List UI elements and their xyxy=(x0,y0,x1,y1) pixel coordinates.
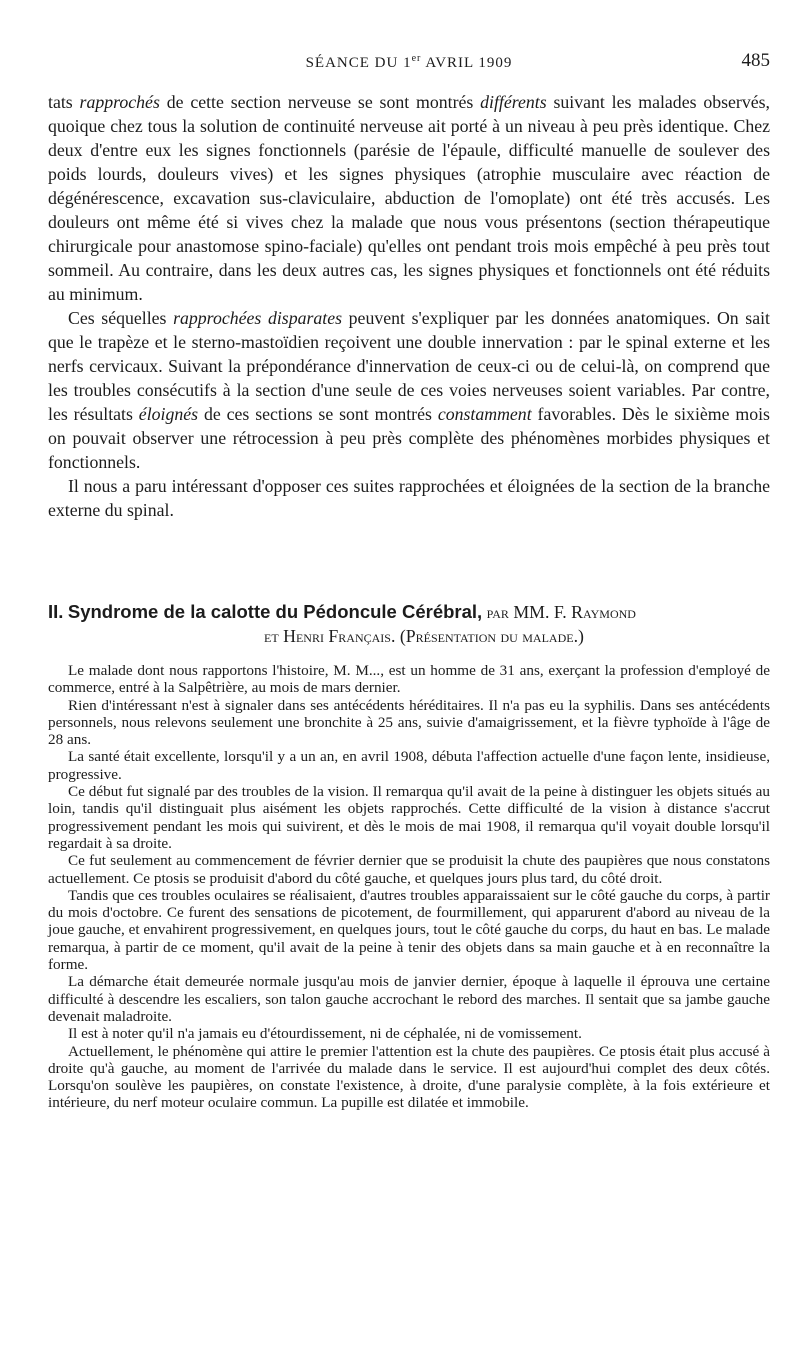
italic-run: éloignés xyxy=(138,404,199,424)
text-run: suivant les malades observés, quoique chez tous la solution de continuité nerveuse ait porté à un niveau à peu près identique. Chez deux d'entre eux les signes fonctionnels (parésie de l'épaule, difficulté manuelle de soulever des poids lourds, douleurs vives) et les signes physiques (atrophie musculaire avec réaction de dégénérescence, excavation sus-claviculaire, abduction de l'omoplate) ont été très accusés. Les douleurs ont même été si vives chez la malade que nous vous présentons (section thérapeutique chirurgicale pour anastomose spino-faciale) qu'elles ont pendant trois mois empêché à peu près tout sommeil. Au contraire, dans les deux autres cas, les signes physiques et fonctionnels ont été réduits au minimum. xyxy=(48,92,771,304)
section-heading xyxy=(48,600,770,648)
case-paragraph: Actuellement, le phénomène qui attire le premier l'attention est la chute des paupières. Ce ptosis était plus accusé à droite qu'à gauche, au moment de l'arrivée du malade dans le service. Il est aujourd'hui complet des deux côtés. Lorsqu'on soulève les paupières, on constate l'existence, à droite, d'une paralysie complète, à la fois extérieure et intérieure, du nerf moteur oculaire commun. La pupille est dilatée et immobile. xyxy=(48,1042,770,1112)
section-title: Syndrome de la calotte du Pédoncule Cérébral, xyxy=(67,601,483,622)
text-run: de ces sections se sont montrés xyxy=(198,404,438,424)
section-number: II. xyxy=(48,601,64,622)
case-paragraph: Ce fut seulement au commencement de février dernier que se produisit la chute des paupières que nous constatons actuellement. Ce ptosis se produisit d'abord du côté gauche, et quelques jours plus tard, du côté droit. xyxy=(48,852,770,887)
text-run: peuvent s'expliquer par les données anatomiques. On sait que le trapèze et le sterno-mastoïdien reçoivent une double innervation : par le spinal externe et les nerfs cervicaux. Suivant la prépondérance d'innervation de ceux-ci ou de celui-là, on comprend que les troubles consécutifs à la section d'une seule de ces voies nerveuses soient variables. Par contre, les résultats xyxy=(48,308,770,424)
italic-run: rapprochées disparates xyxy=(173,308,343,328)
paragraph-2 xyxy=(48,306,770,474)
italic-run: différents xyxy=(480,92,547,112)
page-number: 485 xyxy=(741,50,770,71)
section-authors-line2: et Henri Français. (Présentation du malade.) xyxy=(264,626,584,646)
case-paragraph: Ce début fut signalé par des troubles de la vision. Il remarqua qu'il avait de la peine à distinguer les objets situés au loin, tandis qu'il distinguait plus aisément les objets rapprochés. Cette difficulté de la vision à distance s'accrut progressivement pendant les mois qui suivirent, et dès le mois de mai 1908, il remarqua qu'il voyait double lorsqu'il regardait à sa droite. xyxy=(48,783,770,852)
case-paragraph: Le malade dont nous rapportons l'histoire, M. M..., est un homme de 31 ans, exerçant la profession d'employé de commerce, entré à la Salpêtrière, au mois de mars dernier. xyxy=(48,662,770,697)
italic-run: rapprochés xyxy=(79,92,160,112)
running-title-sup: er xyxy=(411,53,422,64)
body-text-case-report xyxy=(48,662,770,1112)
text-run: de cette section nerveuse se sont montrés xyxy=(159,92,481,112)
case-paragraph: Tandis que ces troubles oculaires se réalisaient, d'autres troubles apparaissaient sur le côté gauche du corps, à partir du mois d'octobre. Ce furent des sensations de picotement, de fourmillement, qui apparurent d'abord au niveau de la joue gauche, et envahirent progressivement, en quelques jours, tout le côté gauche du corps, du haut en bas. Le malade remarqua, à partir de ce moment, qu'il avait de la peine à tenir des objets dans sa main gauche et à en reconnaître la forme. xyxy=(48,886,770,974)
case-paragraph: La démarche était demeurée normale jusqu'au mois de janvier dernier, époque à laquelle il éprouva une certaine difficulté à descendre les escaliers, son talon gauche accrochant le rebord des marches. Il sentait que sa jambe gauche devenait maladroite. xyxy=(48,973,770,1025)
section-authors-line1: par MM. F. Raymond xyxy=(482,602,636,622)
text-run: tats xyxy=(48,92,80,112)
text-run: favorables. Dès le sixième mois on pouvait observer une rétrocession à peu près complète des phénomènes morbides physiques et fonctionnels. xyxy=(48,404,770,472)
paragraph-3 xyxy=(48,474,770,522)
running-head xyxy=(48,50,770,74)
running-title xyxy=(48,53,770,72)
running-title-prefix: SÉANCE DU 1 xyxy=(305,55,412,71)
case-paragraph: Il est à noter qu'il n'a jamais eu d'étourdissement, ni de céphalée, ni de vomissement. xyxy=(68,1025,582,1043)
running-title-suffix: AVRIL 1909 xyxy=(421,55,513,71)
case-paragraph: La santé était excellente, lorsqu'il y a un an, en avril 1908, débuta l'affection actuelle d'une façon lente, insidieuse, progressive. xyxy=(48,748,770,783)
italic-run: constamment xyxy=(437,404,532,424)
paragraph-1 xyxy=(48,90,770,306)
body-text-top xyxy=(48,90,770,522)
text-run: Il nous a paru intéressant d'opposer ces suites rapprochées et éloignées de la section de la branche externe du spinal. xyxy=(48,476,770,520)
text-run: Ces séquelles xyxy=(68,308,174,328)
case-paragraph: Rien d'intéressant n'est à signaler dans ses antécédents héréditaires. Il n'a pas eu la syphilis. Dans ses antécédents personnels, nous relevons seulement une bronchite à 25 ans, suivie d'amaigrissement, et la fièvre typhoïde à l'âge de 28 ans. xyxy=(48,696,770,749)
